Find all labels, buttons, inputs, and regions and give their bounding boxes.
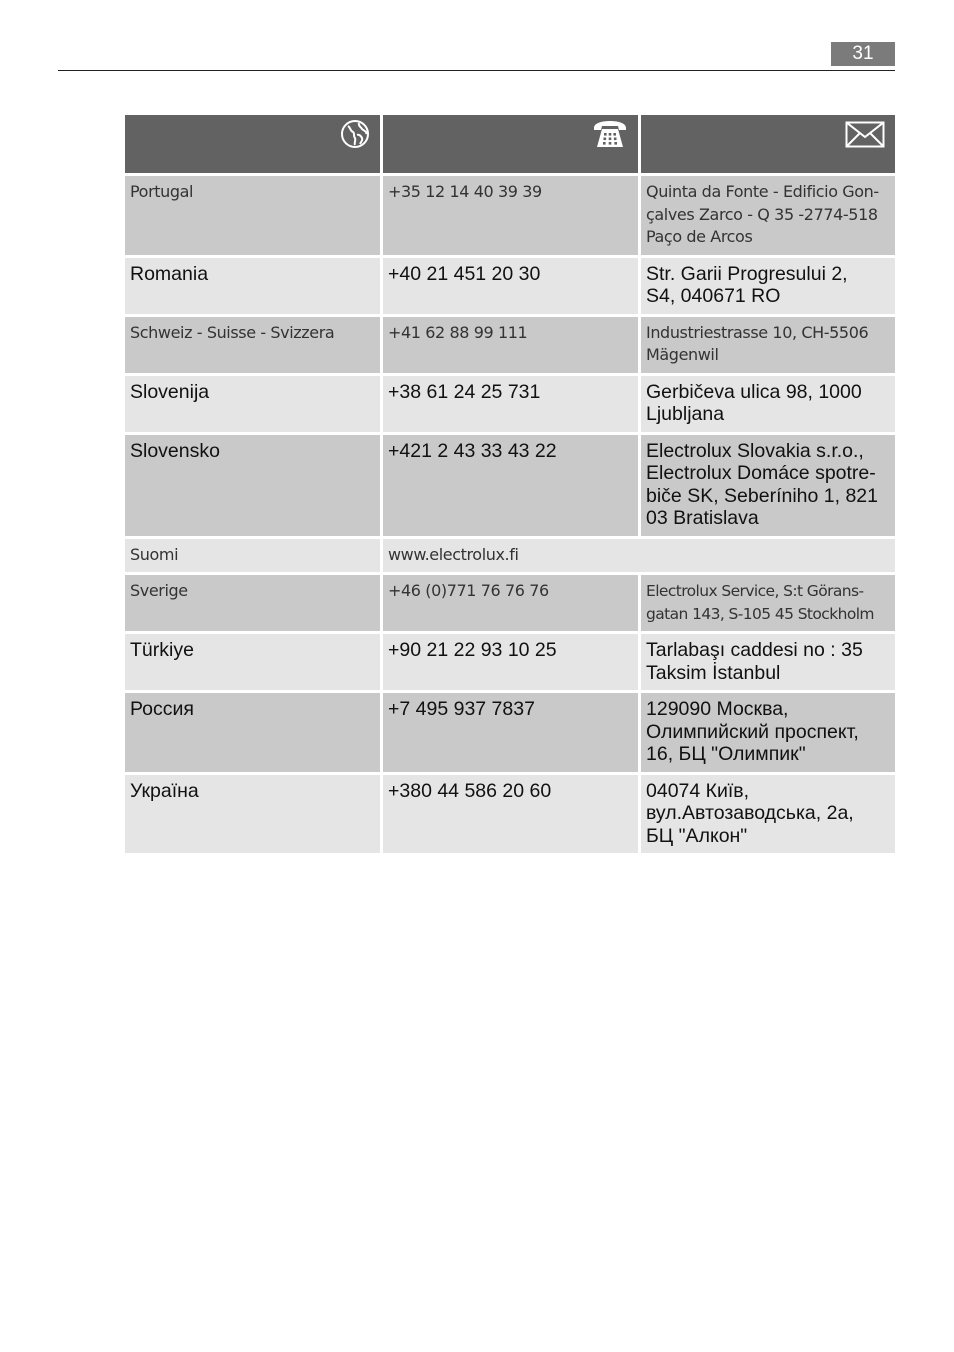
country-name: Slovenija — [130, 380, 210, 403]
header-rule — [58, 70, 895, 71]
address-line: Electrolux Service, S:t Görans- — [646, 582, 864, 600]
globe-icon — [340, 119, 370, 149]
address-line: Taksim İstanbul — [646, 661, 781, 684]
phone-number: +35 12 14 40 39 39 — [388, 182, 542, 201]
envelope-icon — [845, 119, 885, 149]
header-phone-column — [382, 114, 640, 175]
address-line: gatan 143, S-105 45 Stockholm — [646, 604, 874, 623]
address-line: Paço de Arcos — [646, 227, 753, 246]
table-row — [124, 433, 897, 537]
table-row — [124, 574, 897, 633]
header-address-column — [640, 114, 897, 175]
address — [641, 317, 895, 373]
phone-number: +41 62 88 99 111 — [388, 322, 528, 342]
address — [641, 693, 895, 772]
address-line: БЦ "Алкон" — [646, 824, 748, 847]
address-line: çalves Zarco - Q 35 -2774-518 — [646, 204, 878, 224]
telephone-icon — [592, 119, 628, 149]
address — [641, 258, 895, 314]
address-line: Industriestrasse 10, CH-5506 — [646, 322, 869, 342]
address-line: Str. Garii Progresului 2, — [646, 262, 848, 285]
address-line: biče SK, Seberíniho 1, 821 — [646, 484, 878, 507]
phone-number: +38 61 24 25 731 — [388, 380, 541, 403]
country-name: Türkiye — [130, 639, 194, 661]
address-line: вул.Автозаводська, 2а, — [646, 802, 854, 824]
address-line: 129090 Москва, — [646, 698, 789, 720]
address — [641, 575, 895, 631]
address-line: 03 Bratislava — [646, 507, 759, 529]
address-line: Electrolux Domáce spotre- — [646, 462, 876, 484]
address — [641, 376, 895, 432]
address-line: Mägenwil — [646, 345, 719, 364]
country-name: Україна — [130, 779, 199, 802]
phone-number: +40 21 451 20 30 — [388, 262, 541, 285]
country-name: Россия — [130, 698, 194, 720]
phone-number: +380 44 586 20 60 — [388, 779, 552, 802]
address-line: Ljubljana — [646, 403, 725, 425]
header-country-column — [124, 114, 382, 175]
table-row — [124, 315, 897, 374]
address-line: 16, БЦ "Олимпик" — [646, 743, 806, 765]
country-name: Sverige — [130, 581, 188, 600]
table-row — [124, 633, 897, 692]
country-name: Portugal — [130, 182, 194, 201]
service-contact-table — [122, 112, 898, 856]
address-line: S4, 040671 RO — [646, 285, 781, 307]
page-number: 31 — [831, 42, 895, 66]
phone-number: +90 21 22 93 10 25 — [388, 639, 557, 661]
phone-number: +421 2 43 33 43 22 — [388, 439, 557, 462]
address-line: Олимпийский проспект, — [646, 720, 859, 743]
country-name: Slovensko — [130, 439, 220, 462]
country-name: Suomi — [130, 544, 179, 564]
address-line: Gerbičeva ulica 98, 1000 — [646, 380, 862, 403]
table-header-row — [124, 114, 897, 175]
table-row — [124, 175, 897, 257]
website-link[interactable]: www.electrolux.fi — [388, 544, 519, 564]
address-line: Tarlabaşı caddesi no : 35 — [646, 639, 863, 661]
address — [641, 634, 895, 690]
phone-number: +7 495 937 7837 — [388, 698, 535, 720]
address-line: Electrolux Slovakia s.r.o., — [646, 439, 864, 462]
phone-number: +46 (0)771 76 76 76 — [388, 581, 549, 600]
table-row — [124, 692, 897, 774]
table-row — [124, 256, 897, 315]
address — [641, 176, 895, 255]
country-name: Schweiz - Suisse - Svizzera — [130, 322, 335, 342]
table-row — [124, 773, 897, 855]
address-line: Quinta da Fonte - Edificio Gon- — [646, 182, 879, 201]
table-row — [124, 374, 897, 433]
address-line: 04074 Київ, — [646, 779, 750, 802]
country-name: Romania — [130, 262, 209, 285]
address — [641, 775, 895, 854]
table-row — [124, 537, 897, 574]
address — [641, 435, 895, 536]
